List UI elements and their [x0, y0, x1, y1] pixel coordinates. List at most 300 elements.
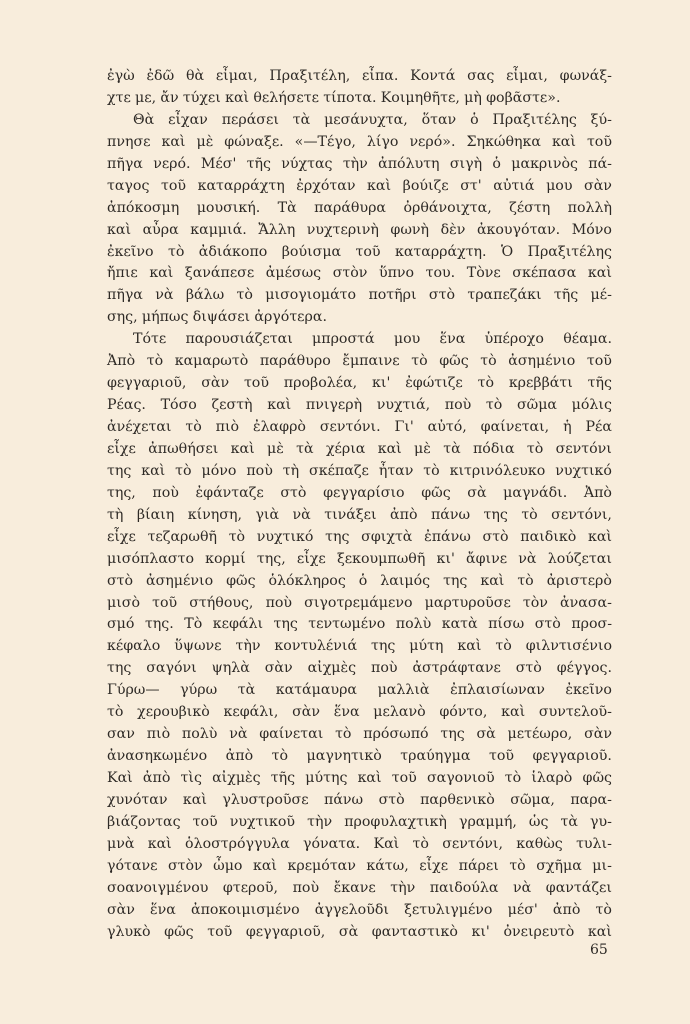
word: ἔμπαινε	[342, 353, 400, 370]
word: γλυκὸ	[107, 923, 151, 940]
word: ἄφινε	[466, 550, 508, 567]
word: Τὰ	[277, 199, 297, 216]
word: της	[325, 528, 350, 545]
word: φῶς	[421, 484, 451, 501]
word: εἶχε	[107, 528, 136, 545]
word: πιὸ	[215, 419, 240, 435]
word: ἐγὼ	[107, 68, 135, 84]
word: καὶ	[587, 923, 612, 940]
text-line	[107, 834, 612, 856]
word: ἐφώτιζε	[405, 375, 463, 392]
word: ὅταν	[421, 111, 457, 128]
text-line	[107, 417, 612, 439]
word: ξύ-	[590, 111, 612, 128]
text-line	[107, 593, 612, 615]
word: μὲ	[414, 440, 431, 457]
word: ἐπλαισίωναν	[450, 682, 545, 699]
word: καμαρωτὸ	[174, 353, 249, 370]
word: σὰν	[264, 660, 293, 677]
word: καὶ	[587, 528, 612, 545]
word: ἐκεῖνο	[565, 682, 612, 699]
word: πάνω	[324, 791, 364, 808]
word: παρα-	[570, 791, 612, 808]
word: τὸ	[423, 462, 440, 479]
word: μι-	[592, 857, 612, 874]
word: ἤπιε	[107, 265, 138, 282]
word: μεσάνυχτα,	[324, 111, 408, 128]
text-line	[107, 571, 612, 593]
word: Ἀπὸ	[107, 353, 136, 370]
word: μισογιομάτο	[265, 287, 357, 304]
word: φέγγος.	[556, 660, 612, 677]
word: μύτη	[409, 638, 444, 655]
word: πάρει	[458, 857, 499, 874]
word: μόνο	[201, 462, 237, 479]
word: στὸ	[428, 287, 455, 304]
word: αὐτό,	[427, 419, 467, 435]
word: τὸ	[595, 901, 612, 918]
word: πῆγα	[107, 155, 143, 172]
word: αὖρα	[142, 221, 179, 238]
word: ποὺ	[265, 594, 293, 611]
word: τὰ	[296, 440, 314, 457]
word: της,	[256, 550, 286, 567]
word: γότανε	[107, 857, 158, 874]
word: ἱλαρὸ	[531, 770, 573, 786]
word: μουσική.	[196, 199, 261, 216]
word: σμό	[107, 616, 135, 633]
word: εἶχε	[419, 857, 449, 874]
word: κέφαλο	[107, 638, 161, 655]
word: ὀνειρευτὸ	[503, 923, 575, 940]
page-number: 65	[590, 942, 608, 958]
word: τίποτα.	[323, 89, 377, 106]
word: ἀποκοιμισμένο	[191, 901, 300, 918]
text-line	[107, 636, 612, 658]
word: τραπεζάκι	[467, 287, 542, 304]
word: δὲν	[440, 221, 466, 238]
word: τὴν	[342, 155, 368, 172]
text-line	[107, 110, 612, 132]
word: Μέσ'	[200, 155, 237, 172]
word: καὶ	[147, 835, 172, 852]
word: εἶχαν	[168, 111, 208, 128]
word: τοῦ	[391, 770, 417, 786]
word: καὶ	[161, 133, 186, 150]
text-line	[107, 242, 612, 264]
word: εἶχε	[107, 440, 136, 457]
word: ὁ	[470, 111, 479, 128]
text-line	[107, 680, 612, 702]
word: Πραξιτέλη,	[269, 68, 351, 84]
word: σοανοιγμένου	[107, 879, 209, 896]
word: ἀγγελοῦδι	[314, 901, 389, 918]
word: ἀριστερὸ	[546, 572, 612, 589]
word: χερουβικὸ	[137, 704, 210, 721]
word: Ρέας.	[107, 397, 146, 414]
word: ἀσημένιο	[508, 353, 576, 370]
text-line	[107, 900, 612, 922]
word: τὸ	[485, 397, 503, 414]
word: γλυστροῦσε	[222, 791, 309, 808]
word: ἀνέχεται	[107, 419, 172, 435]
word: θὰ	[185, 68, 205, 84]
word: φῶς	[582, 770, 612, 786]
word: ἕνα	[439, 331, 466, 348]
word: ὦμο	[213, 857, 243, 874]
word: της	[440, 726, 465, 743]
word: εἶμαι,	[506, 68, 548, 84]
word: σαγονιοῦ	[426, 770, 495, 786]
word: καὶ	[587, 265, 612, 282]
word: αἰχμὲς	[212, 770, 261, 786]
text-line	[107, 395, 612, 417]
word: τὸ	[107, 704, 124, 721]
word: ὁλοστρόγγυλα	[185, 835, 290, 852]
word: της	[483, 506, 508, 523]
word: ὁ	[492, 155, 501, 172]
word: καὶ	[230, 440, 255, 457]
word: ὀρθάνοιχτα,	[403, 199, 492, 216]
word: φαντάζει	[545, 879, 612, 896]
word: της,	[107, 484, 136, 501]
word: τὸ	[495, 638, 512, 655]
word: βάλω	[185, 287, 225, 304]
text-line	[107, 790, 612, 812]
word: ποὺ	[246, 462, 273, 479]
word: ποὺ	[444, 397, 472, 414]
word: τῆς	[587, 375, 612, 392]
word: φωνάξ-	[559, 68, 612, 84]
word: μπροστά	[312, 331, 375, 348]
word: καὶ	[551, 133, 576, 150]
word: Τὸ	[184, 616, 203, 633]
word: σὰ	[338, 923, 359, 940]
word: νὰ	[513, 879, 532, 896]
word: παιδούλα	[429, 879, 499, 896]
word: τεντωμένο	[308, 616, 386, 633]
word: τὸ	[517, 572, 534, 589]
word: νυχτερινὴ	[306, 221, 379, 238]
word: τὸ	[228, 528, 246, 545]
word: κεφάλι	[212, 616, 264, 633]
word: ἀστράφτανε	[412, 660, 501, 677]
word: πνιγερὴ	[305, 397, 363, 414]
word: ἀπὸ	[225, 748, 254, 765]
word: φώναξε.	[224, 133, 284, 150]
word: κρεμόταν	[287, 857, 356, 874]
word: φανταστικὸ	[371, 923, 458, 940]
word: βιάζοντας	[107, 813, 181, 830]
word: γιὰ	[255, 506, 280, 523]
word: Τότε	[133, 331, 167, 348]
text-line	[107, 307, 612, 329]
word: πολὺ	[181, 726, 218, 743]
word: τὴν	[307, 813, 333, 830]
text-line	[107, 812, 612, 834]
word: παρουσιάζεται	[185, 331, 293, 348]
word: ἀμέσως	[265, 265, 322, 282]
word: τεζαρωθῆ	[147, 528, 217, 545]
word: Μόνο	[571, 221, 612, 238]
word: θελήσετε	[253, 89, 319, 106]
word: τῆς	[553, 287, 579, 304]
text-line	[107, 176, 612, 198]
word: Ἄλλη	[258, 221, 296, 238]
word: ψηλὰ	[211, 660, 250, 677]
word: σκέπαζε	[309, 462, 369, 479]
word: ἀπόλυτη	[378, 155, 440, 172]
word: γυ-	[590, 813, 612, 830]
word: μου	[393, 331, 421, 348]
word: Κοιμηθῆτε,	[380, 89, 460, 106]
word: της.	[144, 616, 174, 633]
word: κορμί	[205, 550, 246, 567]
word: νυχτικοῦ	[229, 813, 296, 830]
word: καὶ	[501, 704, 526, 721]
word: αἰχμὲς	[307, 660, 357, 677]
word: τὸ	[236, 287, 253, 304]
word: πνησε	[107, 133, 151, 150]
word: νυχτιά,	[376, 397, 431, 414]
word: ὕπνο	[378, 265, 415, 282]
word: ἐδῶ	[146, 68, 175, 84]
word: τὴν	[235, 638, 261, 655]
word: ταγος	[107, 177, 150, 194]
word: σας	[467, 68, 495, 84]
word: καὶ	[457, 638, 482, 655]
word: ἐπάνω	[424, 528, 471, 545]
word: ἦταν	[378, 462, 414, 479]
word: τὴ	[282, 462, 300, 479]
word: μὲ	[267, 440, 284, 457]
text-line	[107, 66, 612, 88]
word: μου	[546, 177, 573, 194]
word: Γύρω—	[107, 682, 160, 699]
word: ἀσημένιο	[146, 572, 214, 589]
word: τὰ	[237, 682, 256, 699]
word: σὰ	[476, 726, 496, 743]
word: σεντόνι,	[442, 835, 503, 852]
text-line	[107, 329, 612, 351]
word: ὡς	[528, 813, 549, 830]
word: σιγὴ	[449, 155, 483, 172]
word: νερό».	[409, 133, 456, 150]
word: εἶχε	[296, 550, 326, 567]
word: ἀπωθήσει	[148, 440, 219, 457]
word: ὕψωνε	[174, 638, 222, 655]
word: ζέστη	[509, 199, 551, 216]
word: τοῦ	[489, 748, 515, 765]
word: σεντόνι,	[551, 506, 612, 523]
word: νὰ	[292, 506, 311, 523]
word: συντελοῦ-	[538, 704, 612, 721]
word: μὴ	[464, 89, 482, 106]
word: τοῦ	[586, 133, 612, 150]
word: τὸ	[185, 419, 202, 435]
word: αὐτιά	[493, 177, 535, 194]
word: τὸ	[412, 835, 429, 852]
word: νὰ	[155, 287, 174, 304]
word: προβολέα,	[283, 375, 358, 392]
text-line	[107, 856, 612, 878]
word: τὸ	[480, 353, 497, 370]
word: φεγγαριοῦ,	[107, 375, 187, 392]
word: μήπως	[141, 309, 189, 326]
word: καὶ	[367, 177, 392, 194]
word: τὶς	[180, 770, 202, 786]
word: μέ-	[590, 287, 612, 304]
word: ἔκανε	[333, 879, 376, 896]
word: ἕνα	[333, 704, 360, 721]
word: καὶ	[225, 89, 250, 106]
word: μόλις	[571, 397, 612, 414]
text-line	[107, 285, 612, 307]
body-text	[107, 66, 612, 944]
word: στ'	[460, 177, 482, 194]
word: τοῦ	[243, 375, 269, 392]
word: φῶς	[226, 572, 256, 589]
word: κεφάλι,	[223, 704, 279, 721]
word: στὸν	[167, 857, 203, 874]
word: Θὰ	[133, 111, 155, 128]
word: σὰν	[107, 901, 135, 918]
word: του.	[425, 265, 456, 282]
word: σὰν	[584, 726, 612, 743]
word: σαγόνι	[146, 660, 197, 677]
word: βίαιη	[136, 506, 175, 523]
word: σῶμα	[516, 397, 558, 414]
word: φῶς	[164, 923, 194, 940]
word: τῆς	[246, 155, 271, 172]
word: φεγγαριοῦ,	[245, 923, 326, 940]
word: κάτω,	[366, 857, 409, 874]
word: Σηκώθηκα	[466, 133, 541, 150]
word: ἀκουγόταν.	[476, 221, 561, 238]
word: ἡ	[563, 419, 572, 435]
word: ἀπὸ	[142, 770, 171, 786]
word: με,	[135, 89, 157, 106]
word: τὸ	[477, 375, 494, 392]
word: καταρράχτη.	[394, 243, 487, 260]
word: τὰ	[292, 111, 311, 128]
word: κρεββάτι	[508, 375, 573, 392]
word: ξεκουμπωθῆ	[336, 550, 426, 567]
word: καθὼς	[516, 835, 563, 852]
word: της	[443, 572, 468, 589]
word: γραμμή,	[458, 813, 517, 830]
word: λίγο	[366, 133, 399, 150]
word: χτε	[107, 89, 131, 106]
word: φτεροῦ,	[222, 879, 279, 896]
word: σεντόνι.	[319, 419, 381, 435]
word: κιτρινόλευκο	[449, 462, 546, 479]
word: πολὺ	[395, 616, 432, 633]
word: θέαμα.	[563, 331, 612, 348]
word: φεγγαριοῦ.	[532, 748, 612, 765]
word: φοβᾶστε».	[486, 89, 561, 106]
word: περάσει	[221, 111, 279, 128]
word: μέσ'	[507, 901, 538, 918]
word: ποὺ	[292, 879, 320, 896]
word: στὸ	[378, 791, 405, 808]
word: τύχει	[182, 89, 221, 106]
word: μνὰ	[107, 835, 135, 852]
text-line	[107, 658, 612, 680]
word: φεγγαρίσιο	[323, 484, 405, 501]
word: τοῦ	[192, 813, 218, 830]
word: πίσω	[488, 616, 525, 633]
word: καταρράχτη	[197, 177, 285, 194]
word: μακρινὸς	[511, 155, 578, 172]
word: κίνηση,	[187, 506, 242, 523]
word: ὑπέροχο	[484, 331, 544, 348]
word: καὶ	[252, 857, 277, 874]
word: ἀπὸ	[390, 506, 418, 523]
word: κοντυλένιά	[274, 638, 358, 655]
word: φόντο,	[439, 704, 488, 721]
word: τὸ	[167, 243, 185, 260]
text-line	[107, 527, 612, 549]
word: καμμιά.	[190, 221, 247, 238]
word: φῶς	[439, 353, 469, 370]
word: παρθενικὸ	[420, 791, 495, 808]
word: καὶ	[141, 462, 166, 479]
text-line	[107, 263, 612, 285]
word: μελανὸ	[373, 704, 426, 721]
word: πά-	[588, 155, 612, 172]
word: σιγοτρεμάμενο	[304, 594, 413, 611]
text-line	[107, 351, 612, 373]
word: «—Τέγο,	[294, 133, 356, 150]
text-line	[107, 461, 612, 483]
word: νυχτικό	[256, 528, 314, 545]
word: ἀπὸ	[552, 901, 581, 918]
word: της	[107, 462, 132, 479]
word: σφιχτὰ	[361, 528, 413, 545]
word: ἐρχόταν	[296, 177, 356, 194]
word: χυνόταν	[107, 791, 168, 808]
word: τραύηγμα	[400, 748, 471, 765]
word: στὸ	[107, 572, 134, 589]
word: της	[107, 660, 132, 677]
word: σὰν	[201, 375, 230, 392]
word: καὶ	[357, 770, 382, 786]
word: στήθους,	[189, 594, 254, 611]
word: ὁλόκληρος	[268, 572, 346, 589]
word: νυχτικό	[555, 462, 612, 479]
word: καὶ	[377, 440, 402, 457]
word: σεντόνι	[555, 440, 612, 457]
word: σης,	[107, 309, 138, 326]
word: μὲ	[196, 133, 214, 150]
word: ἄν	[160, 89, 179, 106]
word: τὸ	[335, 726, 352, 743]
word: ὁ	[358, 572, 368, 589]
word: παράθυρο	[259, 353, 331, 370]
word: πρόσωπό	[363, 726, 429, 743]
word: ξετυλιγμένο	[404, 901, 493, 918]
word: νερό.	[153, 155, 191, 172]
text-line	[107, 483, 612, 505]
word: εἶμαι,	[215, 68, 258, 84]
word: κι'	[372, 375, 391, 392]
text-line	[107, 220, 612, 242]
word: γόνατα.	[303, 835, 361, 852]
word: ἐλαφρὸ	[252, 419, 306, 435]
word: χέρια	[325, 440, 366, 457]
text-line	[107, 702, 612, 724]
